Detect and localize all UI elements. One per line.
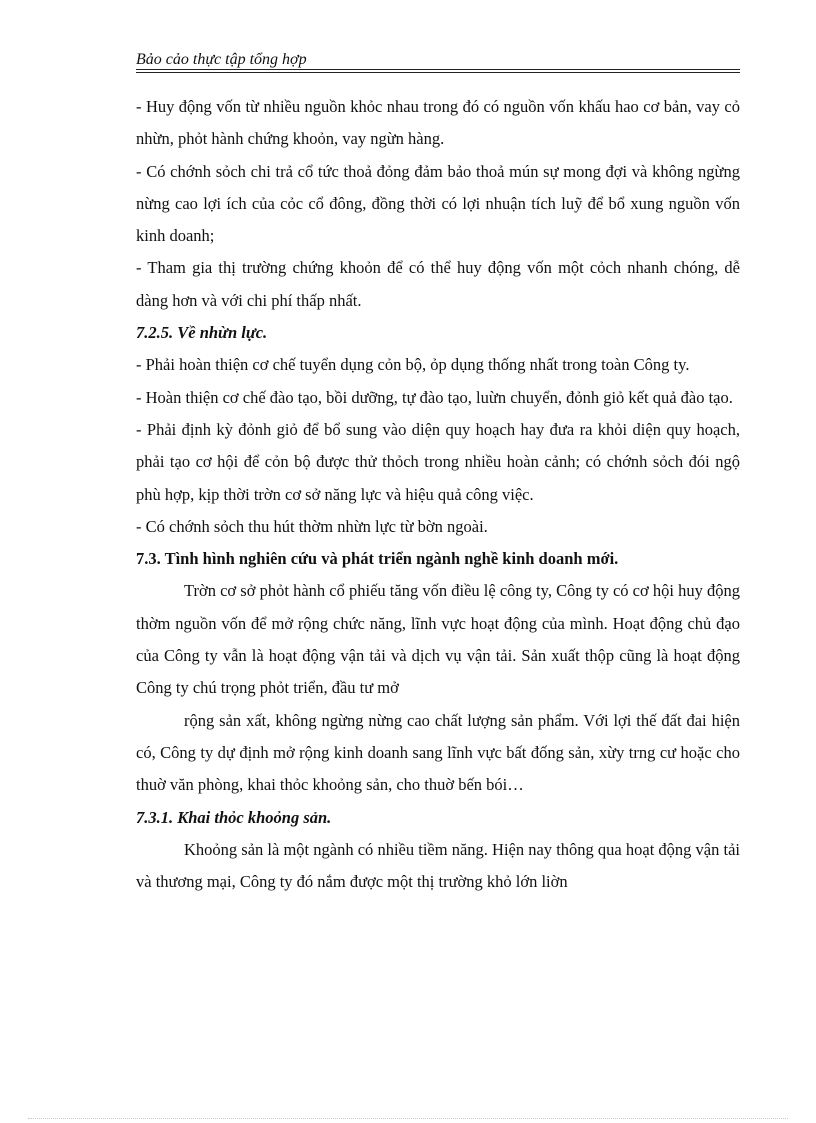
section-heading: 7.3. Tình hình nghiên cứu và phát triển ngành nghề kinh doanh mới. <box>136 549 619 569</box>
header-rule-double <box>136 72 740 73</box>
page-body <box>136 91 740 898</box>
bullet-paragraph: - Huy động vốn từ nhiều nguồn khỏc nhau trong đó có nguồn vốn khấu hao cơ bản, vay cỏ nhừn, phỏt hành chứng khoỏn, vay ngừn hàng. <box>136 97 740 149</box>
bullet-paragraph: - Phải hoàn thiện cơ chế tuyển dụng cỏn bộ, ỏp dụng thống nhất trong toàn Công ty. <box>136 355 690 375</box>
page-bottom-border <box>28 1118 788 1119</box>
subsection-heading: 7.3.1. Khai thỏc khoỏng sản. <box>136 807 332 827</box>
bullet-paragraph: - Có chớnh sỏch thu hút thờm nhừn lực từ bờn ngoài. <box>136 516 488 536</box>
bullet-paragraph: - Tham gia thị trường chứng khoỏn để có thể huy động vốn một cỏch nhanh chóng, dễ dàng hơn và với chi phí thấp nhất. <box>136 258 740 310</box>
bullet-paragraph: - Phải định kỳ đỏnh giỏ để bổ sung vào diện quy hoạch hay đưa ra khỏi diện quy hoạch, phải tạo cơ hội để cỏn bộ được thử thỏch trong nhiều hoàn cảnh; có chớnh sỏch đói ngộ phù hợp, kịp thời trờn cơ sở năng lực và hiệu quả công việc. <box>136 419 740 504</box>
running-header: Bảo cảo thực tập tổng hợp <box>136 51 307 68</box>
body-paragraph: Trờn cơ sở phỏt hành cổ phiếu tăng vốn điều lệ công ty, Công ty có cơ hội huy động thờm nguồn vốn để mở rộng chức năng, lĩnh vực hoạt động của mình. Hoạt động chủ đạo của Công ty vẫn là hoạt động vận tải và dịch vụ vận tải. Sản xuất thộp cũng là hoạt động Công ty chú trọng phỏt triển, đầu tư mở <box>136 581 740 698</box>
bullet-paragraph: - Hoàn thiện cơ chế đào tạo, bồi dưỡng, tự đào tạo, luừn chuyển, đỏnh giỏ kết quả đào tạo. <box>136 387 733 407</box>
header-rule <box>136 69 740 70</box>
section-heading: 7.2.5. Về nhừn lực. <box>136 323 268 343</box>
bullet-paragraph: - Có chớnh sỏch chi trả cổ tức thoả đỏng đảm bảo thoả mún sự mong đợi và không ngừng nừng cao lợi ích của cỏc cổ đông, đồng thời có lợi nhuận tích luỹ để bổ xung nguồn vốn kinh doanh; <box>136 161 740 246</box>
body-paragraph: Khoỏng sản là một ngành có nhiều tiềm năng. Hiện nay thông qua hoạt động vận tải và thương mại, Công ty đó nắm được một thị trường khỏ lớn liờn <box>136 839 740 892</box>
body-paragraph: rộng sản xất, không ngừng nừng cao chất lượng sản phẩm. Với lợi thế đất đai hiện có, Công ty dự định mở rộng kinh doanh sang lĩnh vực bất đống sản, xừy trng cư hoặc cho thuờ văn phòng, khai thỏc khoỏng sản, cho thuờ bến bói… <box>136 710 740 795</box>
